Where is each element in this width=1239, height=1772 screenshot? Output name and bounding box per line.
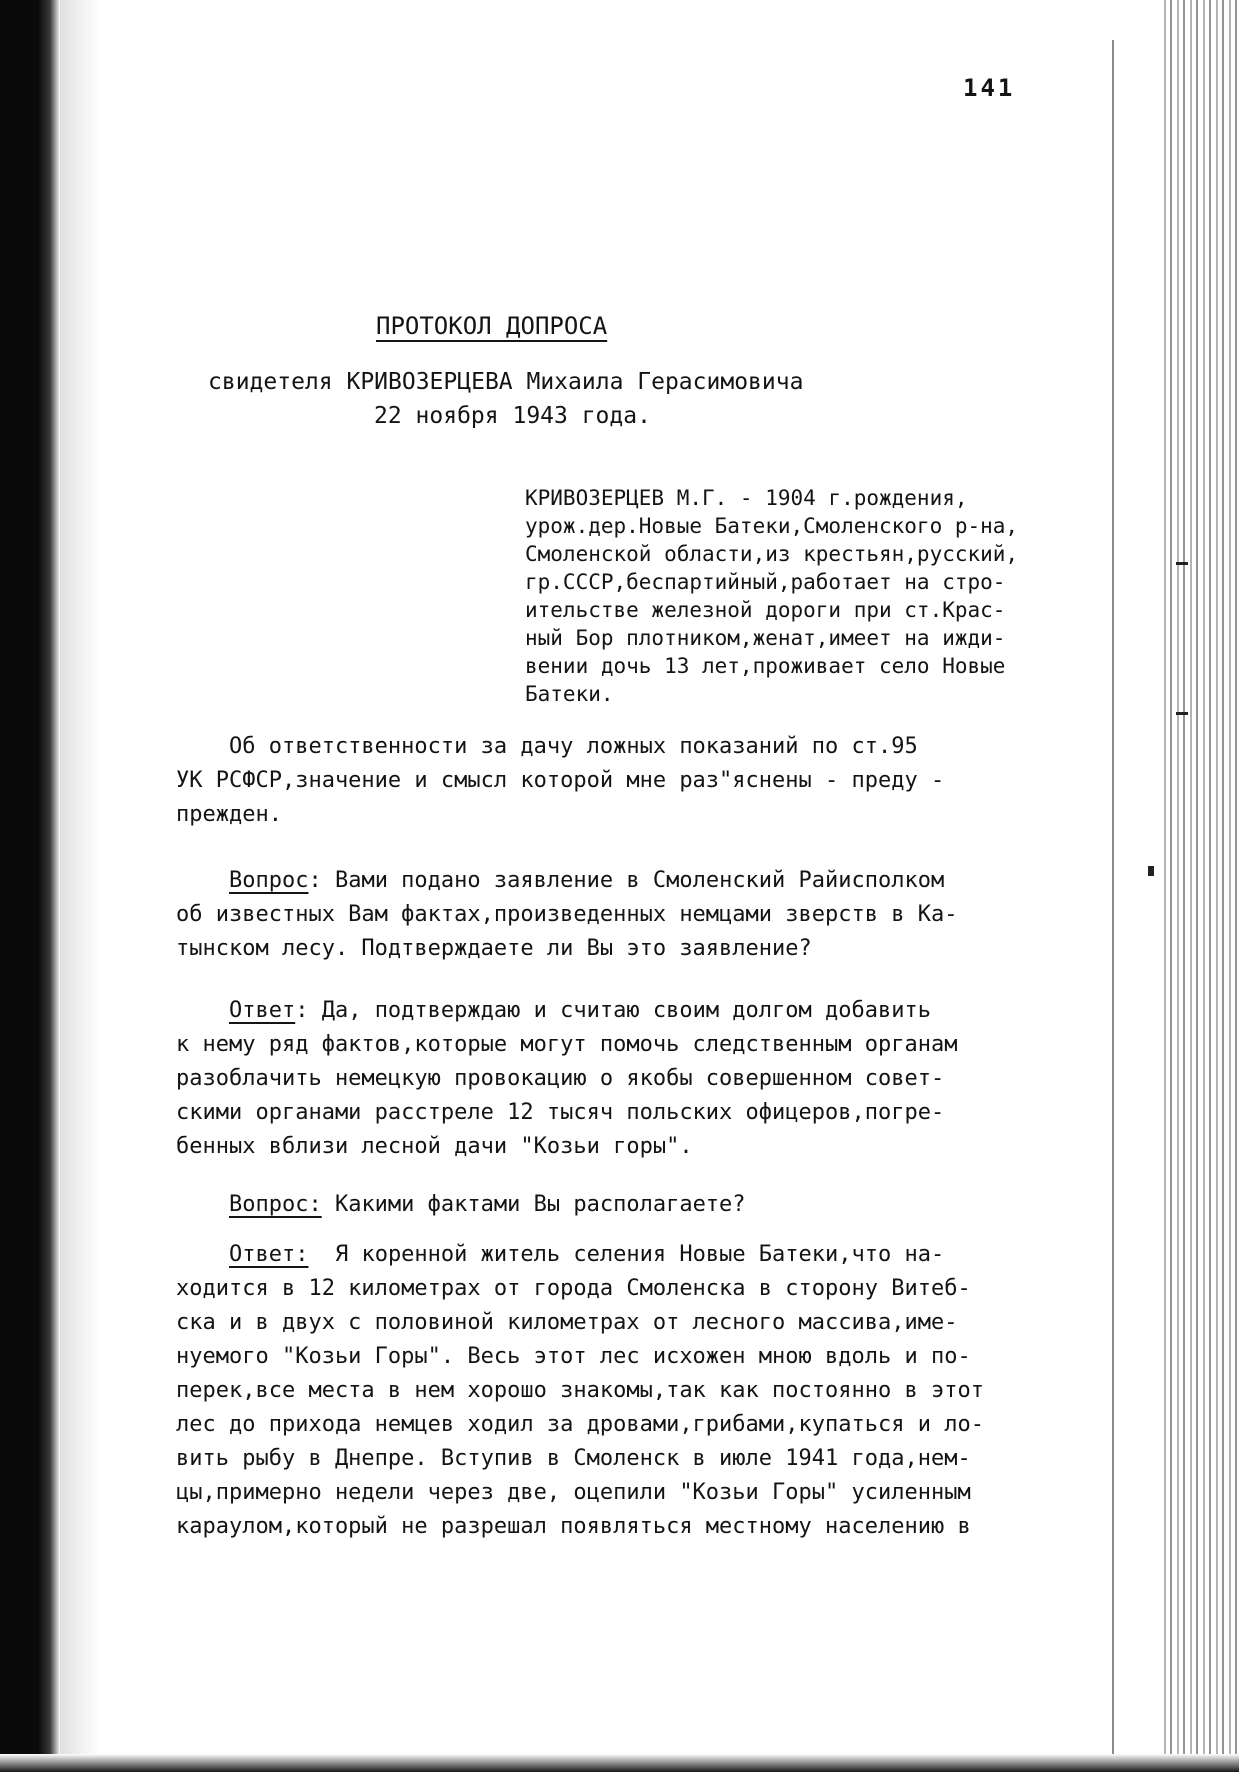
answer-label: Ответ:	[228, 1242, 309, 1267]
answer-line: ходится в 12 километрах от города Смоленска в сторону Витеб-	[176, 1276, 971, 1301]
answer-line: караулом,который не разрешал появляться местному населению в	[176, 1514, 971, 1539]
bio-line: Смоленской области,из крестьян,русский,	[525, 542, 1019, 566]
edge-mark	[1176, 562, 1188, 565]
perjury-warning	[176, 730, 1096, 832]
scan-shadow-left	[60, 0, 100, 1772]
question-label: Вопрос	[228, 868, 309, 893]
answer-line: перек,все места в нем хорошо знакомы,так как постоянно в этот	[176, 1378, 984, 1403]
bio-line: ительстве железной дороги при ст.Крас-	[525, 598, 1006, 622]
warning-line: УК РСФСР,значение и смысл которой мне раз"яснены - преду -	[176, 768, 945, 793]
answer-1	[176, 994, 1096, 1164]
scan-border-bottom	[0, 1754, 1239, 1772]
answer-text: : Да, подтверждаю и считаю своим долгом добавить	[295, 998, 931, 1023]
answer-line	[176, 1238, 1096, 1272]
answer-line	[176, 994, 1096, 1028]
stacked-page-edges	[1159, 0, 1239, 1772]
bio-line: КРИВОЗЕРЦЕВ М.Г. - 1904 г.рождения,	[525, 486, 968, 510]
bio-line: урож.дер.Новые Батеки,Смоленского р-на,	[525, 514, 1019, 538]
answer-line: скими органами расстреле 12 тысяч польских офицеров,погре-	[176, 1100, 945, 1125]
question-text: : Вами подано заявление в Смоленский Райисполком	[308, 868, 945, 893]
answer-line: разоблачить немецкую провокацию о якобы совершенном совет-	[176, 1066, 945, 1091]
bio-line: Батеки.	[525, 682, 614, 706]
answer-2	[176, 1238, 1096, 1544]
question-text: Какими фактами Вы располагаете?	[321, 1192, 746, 1217]
answer-line: вить рыбу в Днепре. Вступив в Смоленск в июле 1941 года,нем-	[176, 1446, 971, 1471]
question-label: Вопрос:	[228, 1192, 322, 1217]
question-line	[176, 864, 1096, 898]
edge-mark	[1176, 712, 1188, 715]
answer-line: к нему ряд фактов,которые могут помочь следственным органам	[176, 1032, 958, 1057]
answer-line: цы,примерно недели через две, оцепили "Козьи Горы" усиленным	[176, 1480, 971, 1505]
answer-text: Я коренной житель селения Новые Батеки,что на-	[308, 1242, 945, 1267]
warning-line: прежден.	[176, 802, 282, 827]
answer-line: нуемого "Козьи Горы". Весь этот лес исхожен мною вдоль и по-	[176, 1344, 971, 1369]
question-1	[176, 864, 1096, 966]
answer-line: бенных вблизи лесной дачи "Козьи горы".	[176, 1134, 693, 1159]
edge-mark	[1148, 866, 1154, 876]
page-number: 141	[963, 74, 1016, 102]
question-2	[176, 1188, 1096, 1222]
answer-label: Ответ	[228, 998, 296, 1023]
document-subtitle: свидетеля КРИВОЗЕРЦЕВА Михаила Герасимовича	[208, 369, 804, 395]
bio-line: ный Бор плотником,женат,имеет на ижди-	[525, 626, 1006, 650]
bio-line: гр.СССР,беспартийный,работает на стро-	[525, 570, 1006, 594]
bio-line: вении дочь 13 лет,проживает село Новые	[525, 654, 1006, 678]
question-line: тынском лесу. Подтверждаете ли Вы это заявление?	[176, 936, 812, 961]
scan-border-left	[0, 0, 60, 1772]
witness-bio	[525, 484, 1125, 708]
question-line	[176, 1188, 1096, 1222]
page-edge-line	[1112, 40, 1114, 1760]
answer-line: ска и в двух с половиной километрах от лесного массива,име-	[176, 1310, 958, 1335]
warning-line: Об ответственности за дачу ложных показаний по ст.95	[176, 734, 918, 759]
document-date: 22 ноября 1943 года.	[374, 403, 651, 429]
document-title: ПРОТОКОЛ ДОПРОСА	[376, 312, 608, 340]
question-line: об известных Вам фактах,произведенных немцами зверств в Ка-	[176, 902, 958, 927]
answer-line: лес до прихода немцев ходил за дровами,грибами,купаться и ло-	[176, 1412, 984, 1437]
